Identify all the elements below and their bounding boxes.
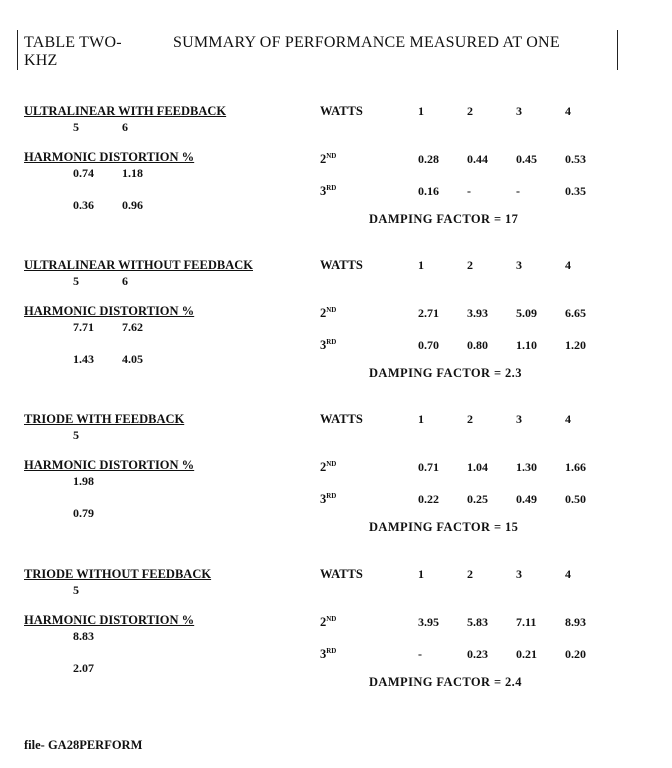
third-harmonic-suffix: RD bbox=[326, 184, 337, 192]
watt-value: 3 bbox=[516, 567, 522, 581]
watt-value: 1 bbox=[418, 412, 424, 426]
third-harmonic-label-text: 3 bbox=[320, 338, 327, 352]
watt-value: 5 bbox=[73, 274, 79, 288]
second-harmonic-label-text: 2 bbox=[320, 152, 327, 166]
section-heading: TRIODE WITHOUT FEEDBACK bbox=[24, 567, 212, 581]
second-harmonic-label-text: 2 bbox=[320, 615, 327, 629]
third-harmonic-value: 0.70 bbox=[418, 338, 439, 352]
third-harmonic-value: 0.50 bbox=[565, 492, 586, 506]
right-border-line bbox=[617, 30, 618, 70]
watt-value: 4 bbox=[565, 104, 571, 118]
page-title-continued: KHZ bbox=[24, 52, 58, 69]
second-harmonic-value: 5.09 bbox=[516, 306, 537, 320]
watt-value: 2 bbox=[467, 412, 473, 426]
third-harmonic-value: 0.25 bbox=[467, 492, 488, 506]
second-harmonic-value: 1.66 bbox=[565, 460, 586, 474]
second-harmonic-value: 1.30 bbox=[516, 460, 537, 474]
second-harmonic-value: 0.28 bbox=[418, 152, 439, 166]
watt-value: 3 bbox=[516, 104, 522, 118]
third-harmonic-value: 0.79 bbox=[73, 506, 94, 520]
second-harmonic-value: 7.11 bbox=[516, 615, 537, 629]
file-footer: file- GA28PERFORM bbox=[24, 738, 143, 752]
third-harmonic-suffix: RD bbox=[326, 492, 337, 500]
third-harmonic-label bbox=[320, 647, 336, 662]
third-harmonic-value: - bbox=[418, 647, 422, 661]
watt-value: 2 bbox=[467, 567, 473, 581]
second-harmonic-value: 5.83 bbox=[467, 615, 488, 629]
third-harmonic-value: 0.23 bbox=[467, 647, 488, 661]
third-harmonic-value: 0.80 bbox=[467, 338, 488, 352]
second-harmonic-value: 1.98 bbox=[73, 474, 94, 488]
third-harmonic-value: - bbox=[516, 184, 520, 198]
section-heading: ULTRALINEAR WITHOUT FEEDBACK bbox=[24, 258, 253, 272]
third-harmonic-label bbox=[320, 492, 336, 507]
watt-value: 2 bbox=[467, 104, 473, 118]
second-harmonic-label bbox=[320, 306, 336, 321]
third-harmonic-value: 1.43 bbox=[73, 352, 94, 366]
second-harmonic-label-text: 2 bbox=[320, 306, 327, 320]
second-harmonic-label bbox=[320, 152, 336, 167]
table-label: TABLE TWO- bbox=[24, 34, 122, 51]
watt-value: 4 bbox=[565, 258, 571, 272]
watt-value: 5 bbox=[73, 583, 79, 597]
watt-value: 1 bbox=[418, 258, 424, 272]
second-harmonic-value: 0.71 bbox=[418, 460, 439, 474]
second-harmonic-suffix: ND bbox=[326, 615, 337, 623]
second-harmonic-value: 0.44 bbox=[467, 152, 488, 166]
second-harmonic-value: 8.93 bbox=[565, 615, 586, 629]
second-harmonic-value: 3.95 bbox=[418, 615, 439, 629]
section-heading: ULTRALINEAR WITH FEEDBACK bbox=[24, 104, 227, 118]
damping-factor: DAMPING FACTOR = 2.4 bbox=[369, 675, 522, 689]
third-harmonic-value: 0.16 bbox=[418, 184, 439, 198]
watt-value: 6 bbox=[122, 120, 128, 134]
second-harmonic-suffix: ND bbox=[326, 460, 337, 468]
damping-factor: DAMPING FACTOR = 17 bbox=[369, 212, 519, 226]
second-harmonic-value: 0.45 bbox=[516, 152, 537, 166]
watt-value: 4 bbox=[565, 567, 571, 581]
second-harmonic-label bbox=[320, 460, 336, 475]
watts-label: WATTS bbox=[320, 104, 363, 118]
third-harmonic-value: 0.96 bbox=[122, 198, 143, 212]
second-harmonic-value: 2.71 bbox=[418, 306, 439, 320]
third-harmonic-value: 1.20 bbox=[565, 338, 586, 352]
watt-value: 6 bbox=[122, 274, 128, 288]
watts-label: WATTS bbox=[320, 412, 363, 426]
third-harmonic-value: 0.35 bbox=[565, 184, 586, 198]
third-harmonic-suffix: RD bbox=[326, 647, 337, 655]
second-harmonic-value: 1.04 bbox=[467, 460, 488, 474]
watt-value: 1 bbox=[418, 104, 424, 118]
page-title: SUMMARY OF PERFORMANCE MEASURED AT ONE bbox=[173, 34, 560, 51]
harmonic-distortion-label: HARMONIC DISTORTION % bbox=[24, 613, 195, 627]
second-harmonic-suffix: ND bbox=[326, 306, 337, 314]
watt-value: 1 bbox=[418, 567, 424, 581]
second-harmonic-value: 0.53 bbox=[565, 152, 586, 166]
third-harmonic-value: 0.49 bbox=[516, 492, 537, 506]
damping-factor: DAMPING FACTOR = 2.3 bbox=[369, 366, 522, 380]
watt-value: 2 bbox=[467, 258, 473, 272]
third-harmonic-value: - bbox=[467, 184, 471, 198]
third-harmonic-value: 0.20 bbox=[565, 647, 586, 661]
second-harmonic-label bbox=[320, 615, 336, 630]
left-border-line bbox=[17, 30, 18, 70]
second-harmonic-value: 7.62 bbox=[122, 320, 143, 334]
third-harmonic-value: 0.36 bbox=[73, 198, 94, 212]
third-harmonic-label bbox=[320, 338, 336, 353]
third-harmonic-label bbox=[320, 184, 336, 199]
section-heading: TRIODE WITH FEEDBACK bbox=[24, 412, 185, 426]
harmonic-distortion-label: HARMONIC DISTORTION % bbox=[24, 458, 195, 472]
harmonic-distortion-label: HARMONIC DISTORTION % bbox=[24, 304, 195, 318]
second-harmonic-value: 8.83 bbox=[73, 629, 94, 643]
third-harmonic-value: 1.10 bbox=[516, 338, 537, 352]
damping-factor: DAMPING FACTOR = 15 bbox=[369, 520, 519, 534]
second-harmonic-label-text: 2 bbox=[320, 460, 327, 474]
watt-value: 4 bbox=[565, 412, 571, 426]
third-harmonic-value: 2.07 bbox=[73, 661, 94, 675]
watt-value: 3 bbox=[516, 412, 522, 426]
third-harmonic-label-text: 3 bbox=[320, 184, 327, 198]
second-harmonic-value: 1.18 bbox=[122, 166, 143, 180]
watt-value: 5 bbox=[73, 120, 79, 134]
watts-label: WATTS bbox=[320, 258, 363, 272]
third-harmonic-label-text: 3 bbox=[320, 647, 327, 661]
second-harmonic-value: 0.74 bbox=[73, 166, 94, 180]
third-harmonic-value: 4.05 bbox=[122, 352, 143, 366]
third-harmonic-value: 0.22 bbox=[418, 492, 439, 506]
third-harmonic-suffix: RD bbox=[326, 338, 337, 346]
watt-value: 5 bbox=[73, 428, 79, 442]
watt-value: 3 bbox=[516, 258, 522, 272]
second-harmonic-suffix: ND bbox=[326, 152, 337, 160]
third-harmonic-label-text: 3 bbox=[320, 492, 327, 506]
second-harmonic-value: 3.93 bbox=[467, 306, 488, 320]
second-harmonic-value: 7.71 bbox=[73, 320, 94, 334]
watts-label: WATTS bbox=[320, 567, 363, 581]
harmonic-distortion-label: HARMONIC DISTORTION % bbox=[24, 150, 195, 164]
second-harmonic-value: 6.65 bbox=[565, 306, 586, 320]
third-harmonic-value: 0.21 bbox=[516, 647, 537, 661]
